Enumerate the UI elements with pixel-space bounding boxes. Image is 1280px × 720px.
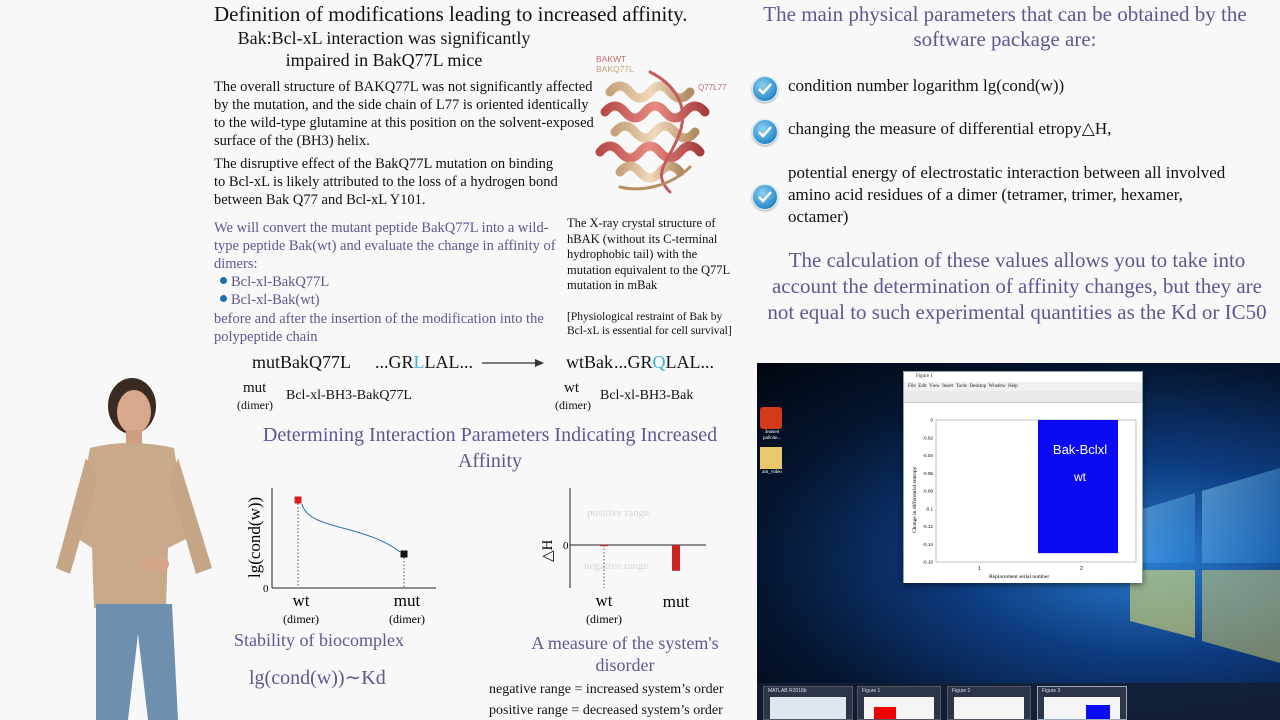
taskbar	[757, 683, 1280, 720]
arrow-right-icon	[482, 356, 544, 370]
mutant-sequence: ...GRLLAL...	[375, 352, 474, 372]
slide-subtitle: Bak:Bcl-xL interaction was significantly impaired in BakQ77L mice	[237, 28, 531, 70]
disorder-caption: A measure of the system's disorder	[531, 633, 719, 675]
check-icon	[752, 184, 778, 210]
check-icon	[752, 76, 778, 102]
plot-xtick: 2	[1080, 566, 1083, 572]
menu-file[interactable]: File	[908, 384, 916, 389]
bullet-dot-icon	[220, 277, 227, 284]
bullet-item: Bcl-xl-BakQ77L	[220, 273, 329, 291]
mutant-residue: L	[413, 352, 425, 372]
mutant-complex-name: Bcl-xl-BH3-BakQ77L	[286, 388, 412, 403]
bullet-item: Bcl-xl-Bak(wt)	[220, 291, 320, 309]
plot-bar	[1038, 420, 1118, 553]
taskbar-thumb-matlab[interactable]: MATLAB R2016b	[763, 686, 853, 720]
slide-title: Definition of modifications leading to increased affinity.	[214, 2, 688, 26]
presenter-figure	[50, 368, 230, 720]
disruptive-paragraph: The disruptive effect of the BakQ77L mutation on binding to Bcl-xL is likely attributed to the loss of a hydrogen bond between Bak Q77 and Bcl-xL Y101.	[214, 156, 558, 208]
chart2-bar-wt	[600, 545, 608, 546]
chart1-sublabel-mut: (dimer)	[389, 612, 425, 626]
wt-label: wt	[564, 380, 579, 396]
chart1-ylabel: lg(cond(w))	[245, 496, 264, 578]
wildtype-complex-name: Bcl-xl-BH3-Bak	[600, 388, 694, 403]
menu-insert[interactable]: Insert	[942, 384, 954, 389]
chart1-sublabel-wt: (dimer)	[283, 612, 319, 626]
bullet-dot-icon	[220, 295, 227, 302]
plot-ytick: -0.12	[922, 524, 933, 529]
calculation-note: The calculation of these values allows you to take into account the determination of affinity changes, but they are not equal to such experimental quantities as the Kd or IC50	[767, 248, 1267, 324]
figure-toolbar[interactable]	[904, 391, 1142, 403]
plot-xlabel: Replacement serial number	[989, 574, 1050, 580]
chart1-origin-label: 0	[263, 583, 269, 595]
plot-ytick: -0.08	[922, 488, 933, 494]
protein-structure-image	[590, 52, 735, 202]
mutant-name: mutBakQ77L	[252, 352, 351, 372]
kd-formula: lg(cond(w))∼Kd	[249, 667, 386, 689]
menu-edit[interactable]: Edit	[918, 384, 927, 389]
protein-label-wt: BAKWT	[596, 54, 627, 64]
figure-titlebar[interactable]: Figure 1	[904, 372, 1142, 382]
before-after-text: before and after the insertion of the modification into the polypeptide chain	[214, 311, 544, 345]
protein-label-mut: BAKQ77L	[596, 64, 634, 74]
check-icon	[752, 119, 778, 145]
stability-chart	[236, 478, 446, 628]
plot-bar-sublabel: wt	[1074, 470, 1086, 484]
windows-logo-icon	[1120, 423, 1280, 663]
chart2-bar-mut	[672, 545, 680, 571]
taskbar-thumb-figure3[interactable]: Figure 3	[1037, 686, 1127, 720]
chart2-sublabel-wt: (dimer)	[586, 612, 622, 626]
chart2-tick-mut: mut	[662, 592, 690, 611]
chart2-region-positive: positive range	[587, 507, 650, 519]
stability-caption: Stability of biocomplex	[234, 630, 404, 650]
chart1-point-wt	[295, 497, 302, 504]
desktop-screenshot	[757, 363, 1280, 720]
parameter-item: condition number logarithm lg(cond(w))	[788, 76, 1065, 95]
folder-icon[interactable]	[760, 447, 782, 469]
chart2-origin-label: 0	[563, 540, 569, 552]
menu-desktop[interactable]: Desktop	[969, 384, 987, 389]
menu-help[interactable]: Help	[1008, 384, 1018, 389]
chart2-ylabel: △H	[540, 539, 556, 562]
positive-range-note: positive range = decreased system’s order	[489, 703, 723, 718]
menu-window[interactable]: Window	[988, 384, 1006, 389]
chart2-region-negative: negative range	[584, 560, 649, 572]
plot-xtick: 1	[978, 566, 981, 572]
plot-ytick: -0.1	[925, 506, 933, 512]
parameter-item: potential energy of electrostatic interaction between all involved amino acid residues of a dimer (tetramer, trimer, hexamer, octamer)	[788, 163, 1226, 226]
parameter-item: changing the measure of differential etropy△H,	[788, 119, 1112, 138]
crystal-structure-caption: The X-ray crystal structure of hBAK (without its C-terminal hydrophobic tail) with the mutation equivalent to the Q77L mutation in mBak	[567, 216, 730, 292]
app-shortcut-icon[interactable]	[760, 407, 782, 429]
determining-heading: Determining Interaction Parameters Indicating Increased Affinity	[262, 424, 718, 472]
negative-range-note: negative range = increased system’s order	[489, 682, 724, 697]
mut-dimer-label: (dimer)	[237, 398, 273, 412]
plot-ytick: -0.02	[922, 435, 933, 441]
convert-paragraph: We will convert the mutant peptide BakQ77L into a wild-type peptide Bak(wt) and evaluate the change in affinity of dimers:	[214, 220, 556, 272]
protein-label-site: Q77L77	[698, 83, 727, 92]
taskbar-thumb-figure2[interactable]: Figure 2	[947, 686, 1031, 720]
plot-ytick: 0	[930, 417, 933, 423]
figure-menu-bar	[904, 382, 1142, 391]
wildtype-name: wtBak	[566, 352, 613, 372]
parameters-title: The main physical parameters that can be obtained by the software package are:	[763, 2, 1247, 51]
chart1-point-mut	[401, 551, 408, 558]
wt-dimer-label: (dimer)	[555, 398, 591, 412]
plot-ytick: -0.04	[922, 453, 933, 458]
taskbar-thumb-figure1[interactable]: Figure 1	[857, 686, 941, 720]
wildtype-sequence: ...GRQLAL...	[614, 352, 715, 372]
plot-ytick: -0.16	[922, 559, 933, 565]
plot-ytick: -0.06	[922, 470, 933, 476]
plot-bar-label: Bak-Bclxl	[1052, 442, 1108, 457]
mut-label: mut	[243, 380, 267, 396]
menu-view[interactable]: View	[929, 384, 940, 389]
restraint-caption: [Physiological restraint of Bak by Bcl-xL is essential for cell survival]	[567, 311, 732, 337]
chart1-tick-mut: mut	[393, 591, 421, 610]
structure-paragraph: The overall structure of BAKQ77L was not significantly affected by the mutation, and the side chain of L77 is oriented identically to the wild-type glutamine at this position on the solvent-exposed surface of the (BH3) helix.	[214, 79, 594, 149]
desktop-icon-label: Значен рабоче...	[762, 430, 782, 441]
menu-tools[interactable]: Tools	[955, 384, 967, 389]
chart1-trend-arrow	[302, 504, 400, 552]
entropy-chart	[534, 480, 734, 630]
matlab-bar-plot	[904, 403, 1142, 583]
chart1-tick-wt: wt	[292, 591, 310, 610]
plot-ylabel: Change in differential entropy	[912, 466, 918, 533]
plot-ytick: -0.14	[922, 541, 933, 547]
desktop-icon-label: am_video	[762, 470, 782, 475]
matlab-figure-window[interactable]	[903, 371, 1143, 583]
chart2-tick-wt: wt	[595, 591, 613, 610]
wildtype-residue: Q	[652, 352, 666, 372]
